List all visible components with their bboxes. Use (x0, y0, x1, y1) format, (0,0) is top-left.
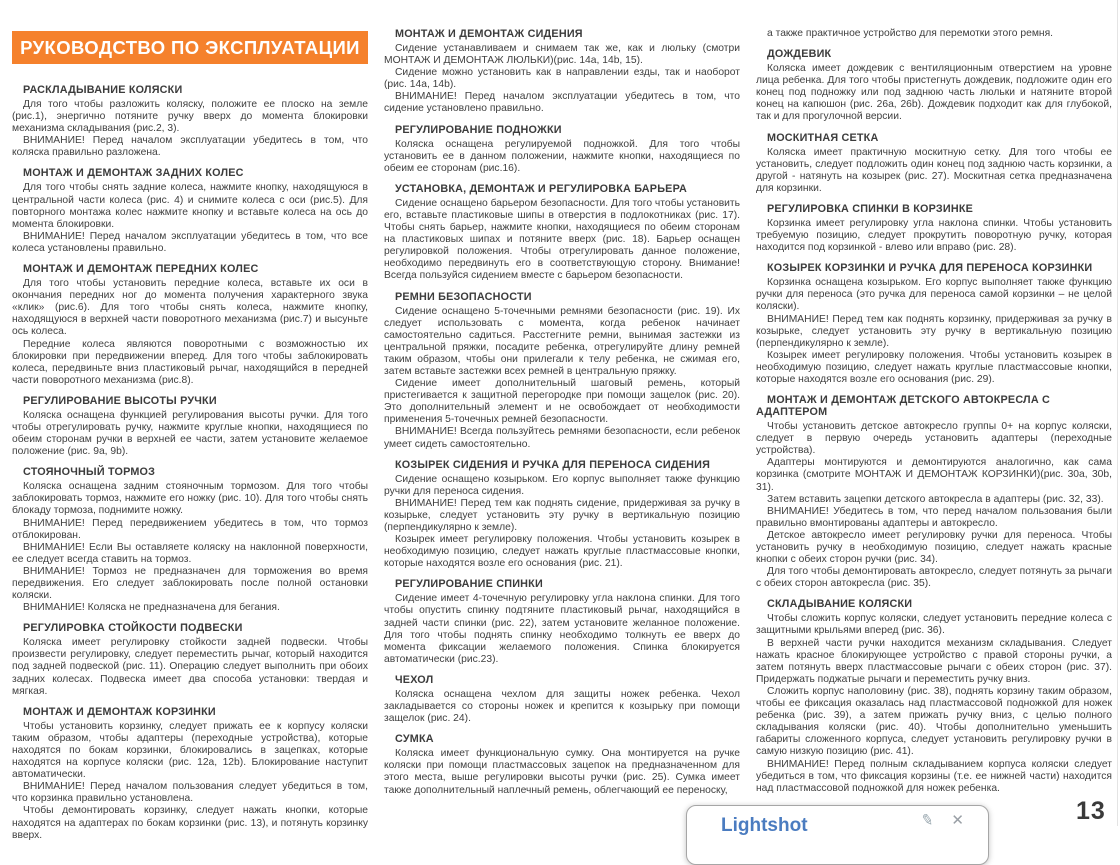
manual-section (756, 48, 1112, 123)
section-paragraph: Сидение устанавливаем и снимаем так же, как и люльку (смотри МОНТАЖ И ДЕМОНТАЖ ЛЮЛЬКИ)(рис. 14a, 14b, 15). (384, 43, 740, 67)
section-paragraph: ВНИМАНИЕ! Перед тем как поднять корзинку, придерживая за ручку в козырьке, следует установить эту ручку в вертикальную позицию (перпендикулярно к земле). (756, 313, 1112, 349)
section-heading: КОЗЫРЕК СИДЕНИЯ И РУЧКА ДЛЯ ПЕРЕНОСА СИДЕНИЯ (395, 458, 711, 471)
manual-section (12, 167, 368, 255)
section-paragraph: Коляска оснащена функцией регулирования высоты ручки. Для того чтобы отрегулировать ручку, нажмите круглые кнопки, находящиеся по обеим сторонам ручки в верхней ее части, затем установите желаемое положение (рис. 9a, 9b). (12, 409, 368, 458)
manual-title: РУКОВОДСТВО ПО ЭКСПЛУАТАЦИИ (20, 36, 360, 58)
section-paragraph: а также практичное устройство для перемотки этого ремня. (767, 28, 1054, 39)
section-heading: МОНТАЖ И ДЕМОНТАЖ КОРЗИНКИ (23, 705, 216, 718)
section-paragraph: ВНИМАНИЕ! Перед началом эксплуатации убедитесь в том, что все колеса установлены правильно. (12, 230, 368, 254)
section-heading: РЕГУЛИРОВАНИЕ ПОДНОЖКИ (395, 123, 562, 136)
close-icon[interactable]: ✕ (951, 812, 964, 829)
lightshot-logo: Lightshot (721, 815, 808, 836)
column-3 (756, 28, 1112, 842)
manual-section (756, 598, 1112, 794)
section-paragraph: В верхней части ручки находится механизм складывания. Следует нажать красное блокирующее устройство с правой стороны ручки, а затем потянуть вверх пластмассовые рычаги с обеих сторон (рис. 37). Придержать поджатые рычаги и переместить ручку вниз. (756, 637, 1112, 685)
section-paragraph: Коляска имеет функциональную сумку. Она монтируется на ручке коляски при помощи пластмассовых зацепок на предназначенном для этого места, выше регулировки высоты ручки (рис. 25). Сумка имеет также дополнительный наплечный ремень, облегчающий ее переноску, (384, 748, 740, 796)
section-heading: УСТАНОВКА, ДЕМОНТАЖ И РЕГУЛИРОВКА БАРЬЕРА (395, 182, 688, 195)
section-paragraph: ВНИМАНИЕ! Перед началом пользования следует убедиться в том, что корзинка правильно установлена. (12, 781, 368, 805)
section-paragraph: Чтобы сложить корпус коляски, следует установить передние колеса с защитными крыльями вперед (рис. 36). (756, 613, 1112, 637)
manual-section (12, 622, 368, 697)
section-paragraph: Для того чтобы снять задние колеса, нажмите кнопку, находящуюся в центральной части колеса (рис. 4) и снимите колеса с оси (рис.5). Для повторного монтажа колес нажмите кнопку и вставьте колеса на ось до момента блокировки. (12, 182, 368, 230)
section-paragraph: Корзинка оснащена козырьком. Его корпус выполняет также функцию ручки для переноса (это ручка для переноса самой корзинки – не целой коляски). (756, 277, 1112, 313)
feather-edit-icon[interactable]: ✎ (919, 811, 935, 830)
manual-section (384, 459, 740, 571)
section-heading: РАСКЛАДЫВАНИЕ КОЛЯСКИ (23, 84, 183, 96)
section-heading: МОНТАЖ И ДЕМОНТАЖ ЗАДНИХ КОЛЕС (23, 167, 244, 180)
section-heading: МОНТАЖ И ДЕМОНТАЖ ПЕРЕДНИХ КОЛЕС (23, 263, 259, 276)
section-paragraph: Козырек имеет регулировку положения. Чтобы установить козырек в необходимую позицию, следует нажать круглые пластмассовые кнопки, которые находятся возле его основания (рис. 29). (756, 349, 1112, 385)
section-paragraph: Сидение имеет 4-точечную регулировку угла наклона спинки. Для того чтобы опустить спинку подтяните пластиковый рычаг, находящийся в задней части спинки (рис. 22), затем установите желанное положение. Для того чтобы поднять спинку необходимо толкнуть ее вверх до момента фиксации желаемого положения. Спинка блокируется автоматически (рис.23). (384, 593, 740, 665)
manual-section (756, 132, 1112, 195)
section-paragraph: Для того чтобы демонтировать автокресло, следует потянуть за рычаги с обеих сторон автокресла (рис. 35). (756, 566, 1112, 590)
section-paragraph: Коляска имеет дождевик с вентиляционным отверстием на уровне лица ребенка. Для того чтобы пристегнуть дождевик, подложите один его конец под подножку или под заднюю часть люльки и натяните второй конец на капюшон (рис. 26a, 26b). Дождевик подходит как для глубокой, так и для прогулочной версии. (756, 63, 1112, 123)
section-paragraph: Чтобы установить детское автокресло группы 0+ на корпус коляски, следует в первую очередь установить адаптеры (переходные устройства). (756, 421, 1112, 457)
section-paragraph: ВНИМАНИЕ! Если Вы оставляете коляску на наклонной поверхности, ее следует всегда ставить на тормоз. (12, 541, 368, 565)
section-paragraph: Коляска имеет регулировку стойкости задней подвески. Чтобы произвести регулировку, следует переместить рычаг, который находится под задней подвеской (рис. 11). Операцию следует выполнить при обоих задних колесах. Подвеска имеет два способа установки: твердая и мягкая. (12, 637, 368, 697)
section-heading: МОНТАЖ И ДЕМОНТАЖ СИДЕНИЯ (395, 28, 583, 40)
section-paragraph: Чтобы демонтировать корзинку, следует нажать кнопки, которые находятся на адаптерах по бокам корзинки (рис. 13), и потянуть корзинку вверх. (12, 805, 368, 841)
section-paragraph: Сложить корпус наполовину (рис. 38), поднять корзину таким образом, чтобы ее фиксация оказалась над пластмассовой подножкой для ножек ребенка (рис. 39), а затем прижать ручку вниз, с целью полного складывания коляски (рис. 40). Чтобы дополнительно уменьшить габариты сложенного корпуса, следует установить регулировку ручки в самую низкую позицию (рис. 41). (756, 685, 1112, 758)
section-paragraph: ВНИМАНИЕ! Перед полным складыванием корпуса коляски следует убедиться в том, что фиксация корзины (т.е. ее нижней части) находится над пластмассовой подножкой для ножек ребенка. (756, 758, 1112, 794)
manual-section (12, 263, 368, 387)
manual-section (384, 733, 740, 796)
manual-section (756, 28, 1112, 40)
window-edge-line (1117, 0, 1118, 826)
section-paragraph: Коляска оснащена задним стояночным тормозом. Для того чтобы заблокировать тормоз, нажмите его ножку (рис. 10). Для того чтобы снять блокаду тормоза, поднимите ножку. (12, 481, 368, 517)
section-paragraph: ВНИМАНИЕ! Перед началом эксплуатации убедитесь в том, что сидение установлено правильно. (384, 91, 740, 115)
section-paragraph: Сидение оснащено козырьком. Его корпус выполняет также функцию ручки для переноса сидения. (384, 473, 740, 497)
column-1 (12, 28, 368, 842)
section-paragraph: Передние колеса являются поворотными с возможностью их блокировки при передвижении вперед. Для того чтобы заблокировать колеса, передвиньте вниз пластиковый рычаг, находящийся в передней части поворотного механизма (рис.8). (12, 338, 368, 386)
section-paragraph: ВНИМАНИЕ! Всегда пользуйтесь ремнями безопасности, если ребенок умеет сидеть самостоятельно. (384, 426, 740, 450)
manual-section (756, 394, 1112, 590)
manual-section (12, 395, 368, 458)
section-paragraph: Детское автокресло имеет регулировку ручки для переноса. Чтобы установить ручку в необходимую позицию, следует нажать красные кнопки с обеих сторон ручки (рис. 34). (756, 529, 1112, 566)
manual-section (384, 124, 740, 175)
section-heading: КОЗЫРЕК КОРЗИНКИ И РУЧКА ДЛЯ ПЕРЕНОСА КОРЗИНКИ (767, 262, 1093, 275)
manual-section (12, 466, 368, 614)
manual-section (384, 28, 740, 116)
section-heading: СУМКА (395, 733, 434, 746)
section-paragraph: Сидение оснащено барьером безопасности. Для того чтобы установить его, вставьте пластиковые шипы в отверстия в подлокотниках (рис. 17). Чтобы снять барьер, нажмите кнопки, находящиеся по обеим сторонам на пластиковых шипах и потяните вверх (рис. 18). Барьер оснащен регулировкой положения. Чтобы отрегулировать данное положение, необходимо передвинуть его в соответствующую сторону. Внимание! Всегда пользуйся сидением вместе с барьером безопасности. (384, 197, 740, 282)
section-paragraph: Козырек имеет регулировку положения. Чтобы установить козырек в необходимую позицию, следует нажать круглые пластмассовые кнопки, которые находятся возле его основания (рис. 21). (384, 534, 740, 570)
section-heading: МОНТАЖ И ДЕМОНТАЖ ДЕТСКОГО АВТОКРЕСЛА С АДАПТЕРОМ (756, 394, 1051, 419)
lightshot-popup[interactable] (686, 805, 989, 865)
manual-section (384, 578, 740, 666)
section-heading: МОСКИТНАЯ СЕТКА (767, 131, 879, 144)
section-paragraph: Коляска оснащена регулируемой подножкой. Для того чтобы установить ее в данном положении, нажмите кнопки, находящиеся по обеим ее сторонам (рис.16). (384, 138, 740, 174)
section-paragraph: Для того чтобы установить передние колеса, вставьте их оси в окончания передних ног до момента получения характерного звука «клик» (рис.6). Для того чтобы снять колеса, нажмите кнопку, находящуюся в верхней части поворотного механизма (рис.7) и высуньте ось колеса. (12, 278, 368, 338)
section-paragraph: Сидение можно установить как в направлении езды, так и наоборот (рис. 14a, 14b). (384, 67, 740, 91)
section-heading: РЕМНИ БЕЗОПАСНОСТИ (395, 290, 532, 303)
section-heading: ДОЖДЕВИК (767, 48, 832, 61)
manual-section (756, 203, 1112, 254)
section-heading: РЕГУЛИРОВКА СТОЙКОСТИ ПОДВЕСКИ (23, 622, 243, 635)
section-paragraph: ВНИМАНИЕ! Перед началом эксплуатации убедитесь в том, что коляска правильно разложена. (12, 135, 368, 159)
manual-section (384, 183, 740, 283)
section-paragraph: ВНИМАНИЕ! Коляска не предназначена для бегания. (23, 602, 280, 614)
section-paragraph: ВНИМАНИЕ! Перед передвижением убедитесь в том, что тормоз отблокирован. (12, 517, 368, 541)
section-paragraph: ВНИМАНИЕ! Убедитесь в том, что перед началом пользования были правильно вмонтированы адаптеры и автокресло. (756, 505, 1112, 529)
section-paragraph: Адаптеры монтируются и демонтируются аналогично, как сама корзинка (смотрите МОНТАЖ И ДЕМОНТАЖ КОРЗИНКИ)(рис. 30a, 30b, 31). (756, 457, 1112, 493)
manual-title-banner (12, 31, 368, 64)
section-heading: СТОЯНОЧНЫЙ ТОРМОЗ (23, 466, 156, 479)
section-heading: РЕГУЛИРОВАНИЕ СПИНКИ (395, 578, 543, 591)
section-heading: РЕГУЛИРОВКА СПИНКИ В КОРЗИНКЕ (767, 202, 974, 215)
section-paragraph: Затем вставить зацепки детского автокресла в адаптеры (рис. 32, 33). (767, 493, 1104, 505)
manual-section (12, 84, 368, 159)
section-paragraph: ВНИМАНИЕ! Перед тем как поднять сидение, придерживая за ручку в козырьке, следует установить эту ручку в вертикальную позицию (перпендикулярно к земле). (384, 497, 740, 533)
manual-section (384, 674, 740, 725)
manual-section (12, 706, 368, 842)
section-paragraph: Сидение оснащено 5-точечными ремнями безопасности (рис. 19). Их следует использовать с момента, когда ребенок начинает самостоятельно садиться. Расстегните ремни, вынимая застежки из центральной пряжки, посадите ребенка, отрегулируйте длину ремней таким образом, чтобы они прилегали к телу ребенка, не сжимая его, затем вставьте застежки всех ремней в центральную пряжку. (384, 305, 740, 377)
section-heading: РЕГУЛИРОВАНИЕ ВЫСОТЫ РУЧКИ (23, 394, 217, 407)
section-paragraph: ВНИМАНИЕ! Тормоз не предназначен для торможения во время передвижения. Его следует заблокировать после полной остановки коляски. (12, 565, 368, 602)
section-paragraph: Сидение имеет дополнительный шаговый ремень, который пристегивается к защитной перегородке при помощи защелок (рис. 20). Это дополнительный элемент и не освобождает от необходимости применения 5-точечных ремней безопасности. (384, 378, 740, 426)
column-2 (384, 28, 740, 842)
section-paragraph: Коляска оснащена чехлом для защиты ножек ребенка. Чехол закладывается со стороны ножек и крепится к козырьку при помощи защелок (рис. 24). (384, 688, 740, 725)
section-paragraph: Коляска имеет практичную москитную сетку. Для того чтобы ее установить, следует подложить один конец под заднюю часть корзинки, а другой - натянуть на козырек (рис. 27). Москитная сетка предназначена для корзинки. (756, 146, 1112, 194)
section-paragraph: Для того чтобы разложить коляску, положите ее плоско на земле (рис.1), энергично потяните ручку вверх до момента блокировки механизма складывания (рис.2, 3). (12, 99, 368, 135)
section-paragraph: Чтобы установить корзинку, следует прижать ее к корпусу коляски таким образом, чтобы адаптеры (переходные устройства), которые находятся по бокам корзинки, блокировались в зацепках, которые находятся на корпусе коляски (рис. 12a, 12b). Блокирование наступит автоматически. (12, 720, 368, 781)
manual-section (756, 262, 1112, 386)
section-heading: СКЛАДЫВАНИЕ КОЛЯСКИ (767, 598, 913, 611)
page-number: 13 (1076, 797, 1106, 825)
section-heading: ЧЕХОЛ (395, 673, 434, 686)
manual-section (384, 291, 740, 451)
section-paragraph: Корзинка имеет регулировку угла наклона спинки. Чтобы установить требуемую позицию, следует прокрутить поворотную ручку, которая находится под корзинкой - влево или вправо (рис. 28). (756, 217, 1112, 254)
